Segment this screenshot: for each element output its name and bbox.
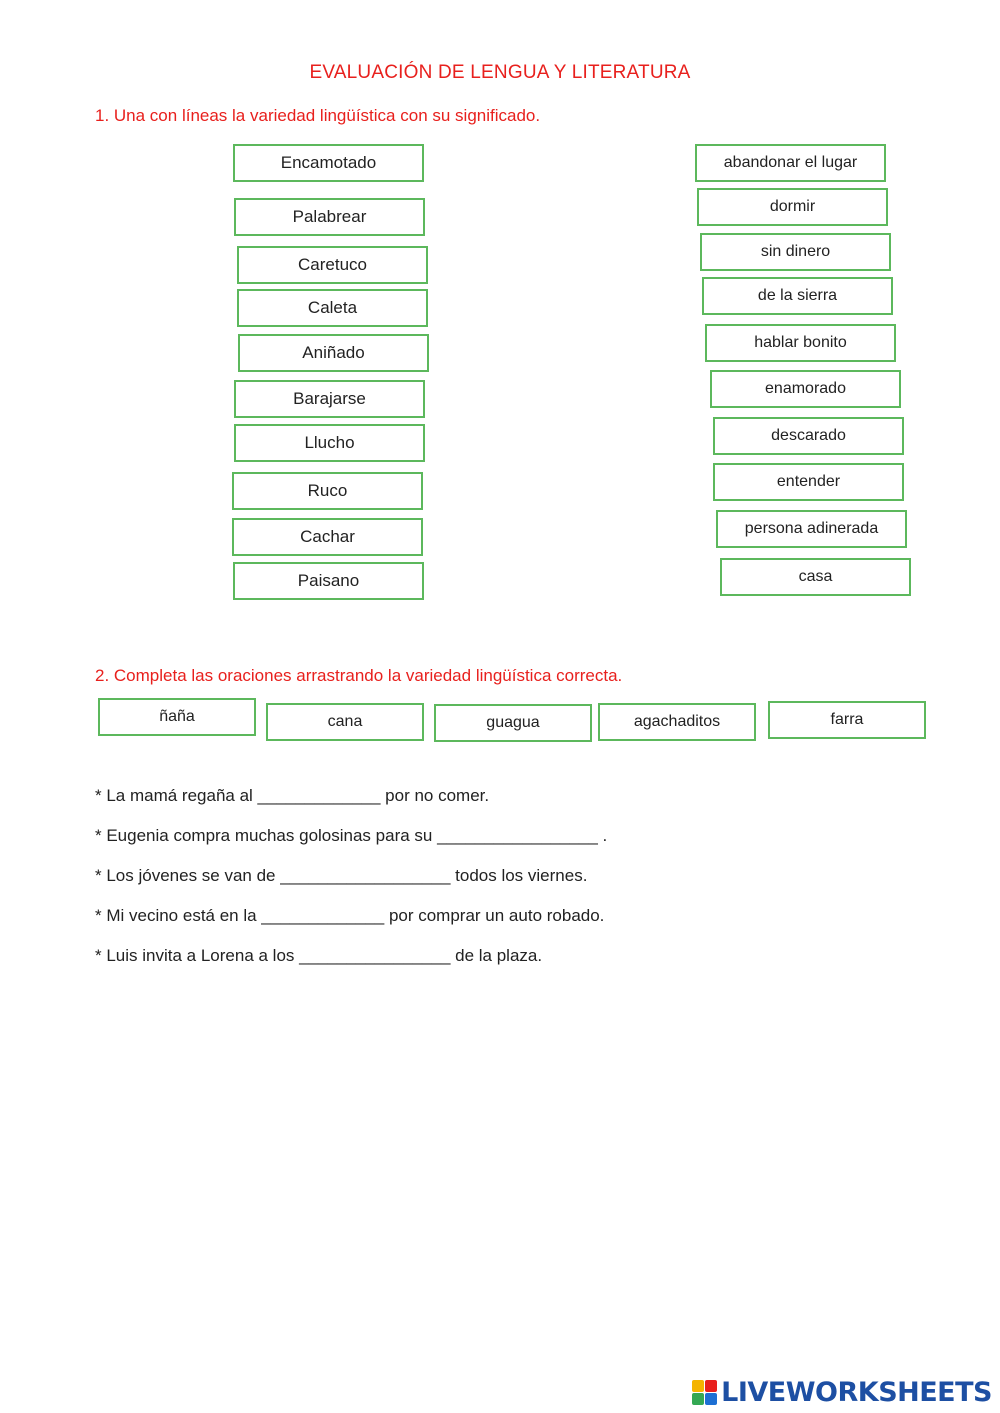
sentence: * Mi vecino está en la _____________ por comprar un auto robado. [95, 906, 605, 925]
left-item[interactable]: Caleta [237, 289, 428, 327]
sentence: * Los jóvenes se van de __________________ todos los viernes. [95, 866, 588, 885]
right-item[interactable]: descarado [713, 417, 904, 455]
left-item[interactable]: Barajarse [234, 380, 425, 418]
sentence: * Eugenia compra muchas golosinas para su _________________ . [95, 826, 608, 845]
right-item[interactable]: abandonar el lugar [695, 144, 886, 182]
left-item[interactable]: Llucho [234, 424, 425, 462]
word-bank-item[interactable]: ñaña [98, 698, 256, 736]
sentence: * Luis invita a Lorena a los ________________ de la plaza. [95, 946, 543, 965]
left-item[interactable]: Encamotado [233, 144, 424, 182]
right-item[interactable]: casa [720, 558, 911, 596]
right-item[interactable]: entender [713, 463, 904, 501]
brand-text: LIVEWORKSHEETS [721, 1376, 992, 1408]
logo-tile [692, 1380, 704, 1392]
right-item[interactable]: enamorado [710, 370, 901, 408]
liveworksheets-logo [692, 1377, 992, 1407]
word-bank-item[interactable]: guagua [434, 704, 592, 742]
left-item[interactable]: Aniñado [238, 334, 429, 372]
left-item[interactable]: Paisano [233, 562, 424, 600]
left-item[interactable]: Caretuco [237, 246, 428, 284]
logo-tile [705, 1393, 717, 1405]
page-title: EVALUACIÓN DE LENGUA Y LITERATURA [309, 62, 691, 83]
logo-tile [692, 1393, 704, 1405]
word-bank-item[interactable]: farra [768, 701, 926, 739]
left-item[interactable]: Ruco [232, 472, 423, 510]
question-2-prompt: 2. Completa las oraciones arrastrando la variedad lingüística correcta. [95, 666, 623, 685]
right-item[interactable]: persona adinerada [716, 510, 907, 548]
left-item[interactable]: Palabrear [234, 198, 425, 236]
question-1-prompt: 1. Una con líneas la variedad lingüística con su significado. [95, 106, 541, 125]
liveworksheets-logo-icon [692, 1380, 717, 1405]
right-item[interactable]: dormir [697, 188, 888, 226]
word-bank-item[interactable]: cana [266, 703, 424, 741]
right-item[interactable]: hablar bonito [705, 324, 896, 362]
right-item[interactable]: de la sierra [702, 277, 893, 315]
sentence: * La mamá regaña al _____________ por no comer. [95, 786, 490, 805]
right-item[interactable]: sin dinero [700, 233, 891, 271]
left-item[interactable]: Cachar [232, 518, 423, 556]
logo-tile [705, 1380, 717, 1392]
word-bank-item[interactable]: agachaditos [598, 703, 756, 741]
